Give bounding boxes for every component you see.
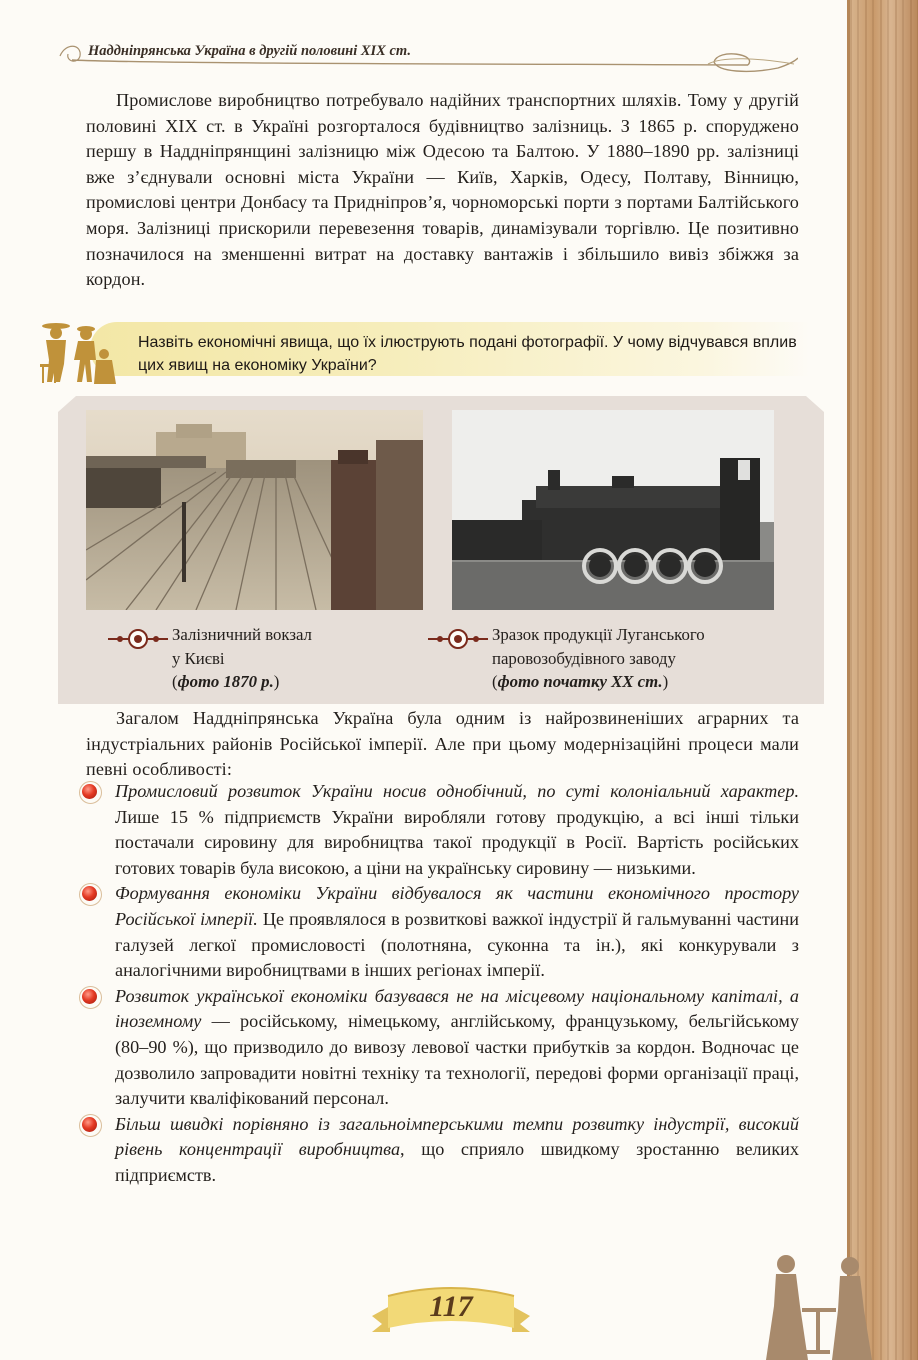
list-item-text: — російському, німецькому, англійському, французькому, бельгійському (80–90 %), що призводило до вивозу левової частки прибутків за кордон. Водночас це дозволило запровадити новітні техніку та технології, передові форми організації праці, залучити кваліфікований персонал. [115,1011,799,1109]
header-title: Наддніпрянська Україна в другій половині XIX ст. [88,43,411,59]
caption-line: Залізничний вокзал [172,625,312,644]
women-at-table-icon [758,1250,878,1360]
features-list [86,779,799,1189]
wooden-edge [847,0,918,1360]
caption-italic: фото початку XX ст. [497,672,663,691]
discussion-people-icon [34,320,124,386]
intro-paragraph [86,88,799,293]
list-item [86,1112,799,1189]
list-item [86,881,799,983]
list-item [86,779,799,881]
caption-ornament-icon [108,628,168,650]
paragraph-text: Промислове виробництво потребувало надійних транспортних шляхів. Тому у другій половині XIX ст. в Україні розгорталося будівництво залізниць. З 1865 р. споруджено першу в Наддніпрянщині залізницю між Одесою та Балтою. У 1880–1890 рр. залізниці вже з’єднували основні міста України — Київ, Харків, Одесу, Полтаву, Вінницю, промислові центри Донбасу та Придніпров’я, чорноморські порти з портами Балтійського моря. Залізниці прискорили перевезення товарів, динамізували торгівлю. Це позитивно позначилося на зменшенні витрат на доставку вантажів і збільшило вивіз збіжжя за кордон. [86,90,799,290]
list-item [86,984,799,1112]
bullet-icon [82,1117,97,1132]
bullet-icon [82,886,97,901]
bullet-icon [82,989,97,1004]
list-item-italic: Промисловий розвиток України носив однобічний, по суті колоніальний характер. [115,781,799,801]
caption-italic: фото 1870 р. [177,672,274,691]
list-item-text: Лише 15 % підприємств України виробляли готову продукцію, а всі інші тільки постачали сировину для виробництва такої продукції в Росії. Вартість російських готових товарів була високою, а ціни на українську сировину — низькими. [115,806,799,878]
list-item-text: , що сприяло швидкому зростанню великих підприємств. [115,1139,800,1185]
caption-line: у Києві [172,648,225,668]
caption-line: Зразок продукції Луганського [492,625,705,644]
bullet-icon [82,784,97,799]
list-item-italic: Розвиток української економіки базувався не на місцевому національному капіталі, а іноземному [115,985,799,1032]
list-item-text: Це проявлялося в розвиткові важкої індустрії й гальмуванні частини галузей легкої промисловості (полотняна, суконна та ін.), які конкурували з аналогічними виробництвами в інших регіонах імперії. [115,908,799,981]
caption-paren: ) [273,672,280,691]
kyiv-railway-station-photo [86,410,423,610]
caption-date [172,670,402,694]
paragraph-text: Загалом Наддніпрянська Україна була одним із найрозвиненіших аграрних та індустріальних районів Російської імперії. Але при цьому модернізаційні процеси мали певні особливості: [86,708,799,780]
caption-paren: ( [492,672,498,691]
question-text: Назвіть економічні явища, що їх ілюструють подані фотографії. У чому відчувався вплив цих явищ на економіку України? [138,334,797,374]
question-box [90,322,810,376]
caption-paren: ) [662,672,669,691]
list-item-italic: Формування економіки України відбувалося як частини економічного простору Російської імперії. [115,883,799,929]
photo-caption-kyiv [172,623,402,694]
list-item-italic: Більш швидкі порівняно із загальноімперськими темпи розвитку індустрії, високий рівень концентрації виробництва [115,1113,799,1160]
locomotive-photo [452,410,774,610]
running-header [58,34,798,76]
page-number-ribbon [368,1276,534,1340]
features-intro-paragraph [86,706,799,783]
caption-ornament-icon [428,628,488,650]
caption-date [492,670,792,694]
caption-line: паровозобудівного заводу [492,648,676,668]
page-number: 117 [429,1290,473,1323]
caption-paren: ( [172,672,178,691]
photo-caption-locomotive [492,623,792,694]
